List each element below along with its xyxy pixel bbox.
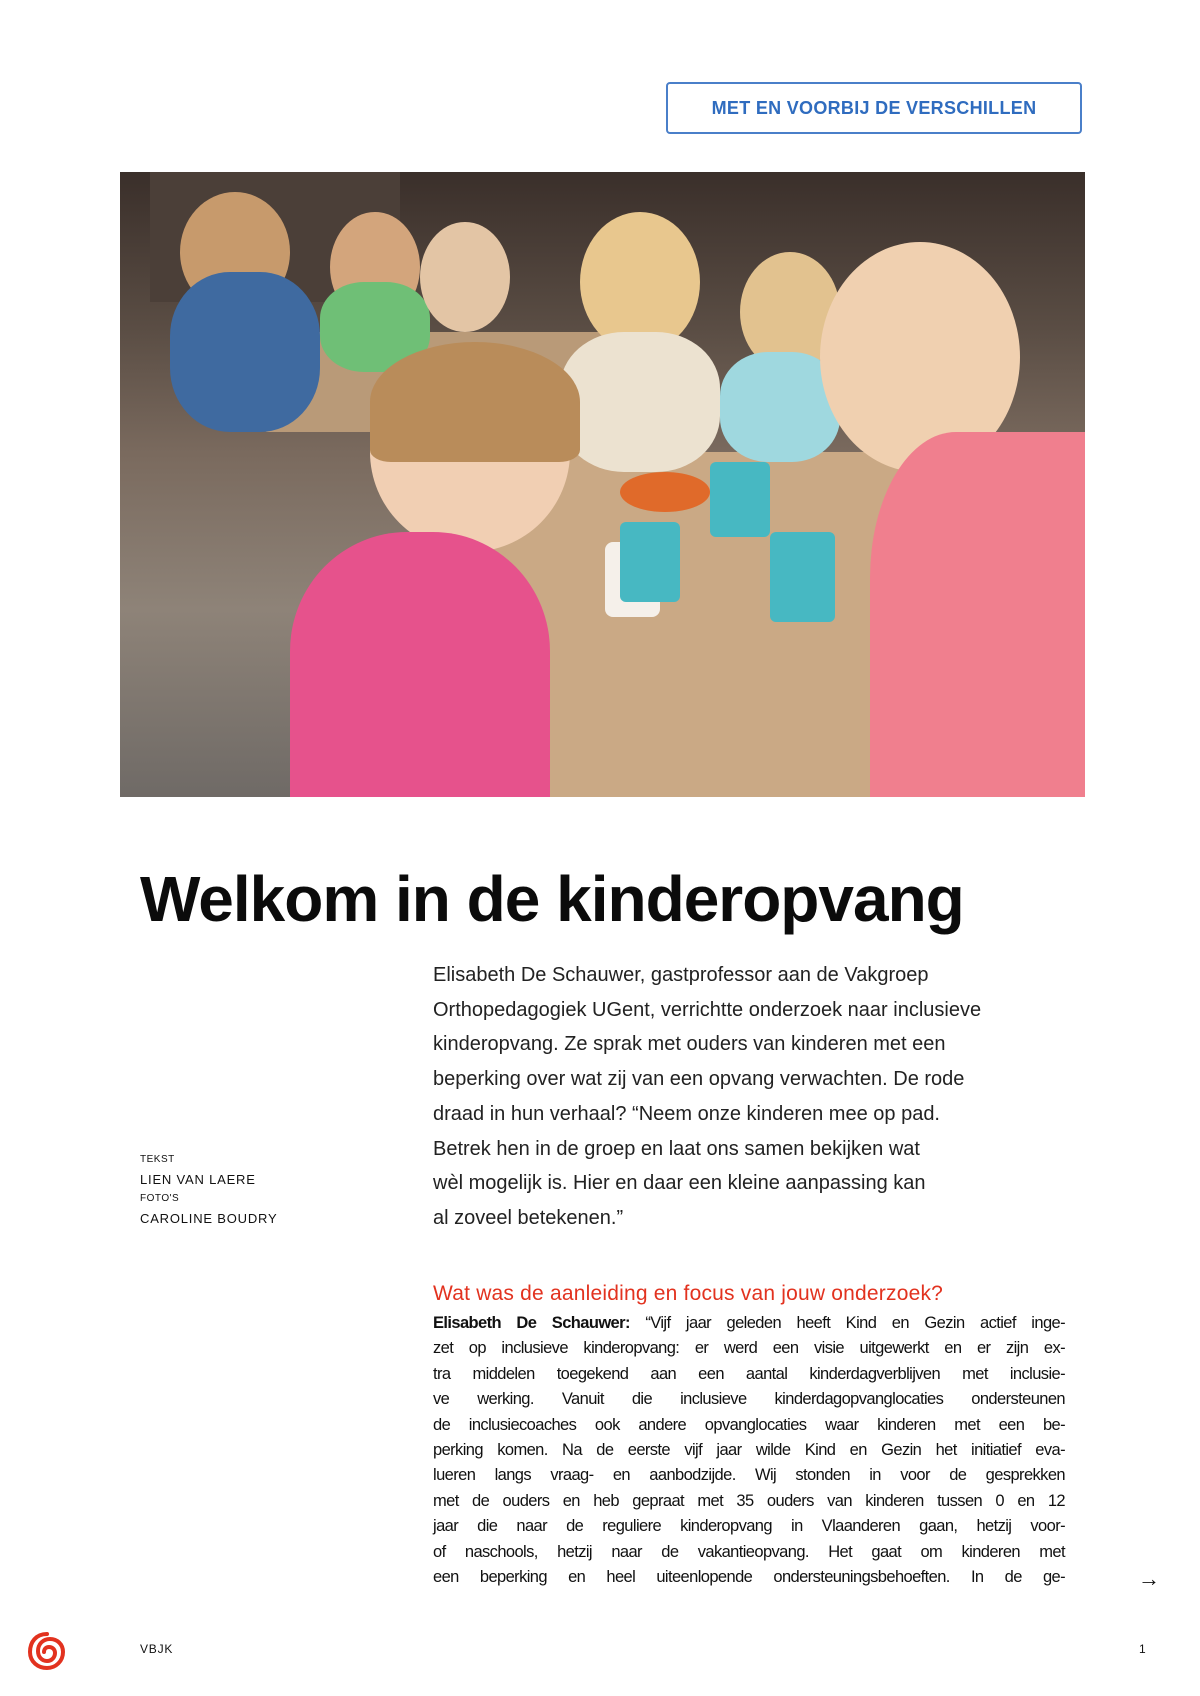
lead-line: draad in hun verhaal? “Neem onze kinderen mee op pad. xyxy=(433,1102,940,1125)
hero-photo xyxy=(120,172,1085,797)
page-number: 1 xyxy=(1139,1642,1146,1656)
answer-line: de inclusiecoaches ook andere opvanglocaties waar kinderen met een be- xyxy=(433,1415,1065,1434)
answer-line: met de ouders en heb gepraat met 35 ouders van kinderen tussen 0 en 12 xyxy=(433,1491,1065,1510)
lead-line: al zoveel betekenen.” xyxy=(433,1206,624,1229)
answer-line: of naschools, hetzij naar de vakantieopvang. Het gaat om kinderen met xyxy=(433,1542,1065,1561)
photo-credit-label: FOTO'S xyxy=(140,1193,180,1204)
answer-paragraph xyxy=(433,1311,1065,1590)
lead-paragraph xyxy=(433,958,1083,1236)
answer-line: tra middelen toegekend aan een aantal kinderdagverblijven met inclusie- xyxy=(433,1364,1065,1383)
text-credit-label: TEKST xyxy=(140,1154,175,1165)
credits xyxy=(140,1150,277,1228)
answer-line: zet op inclusieve kinderopvang: er werd een visie uitgewerkt en er zijn ex- xyxy=(433,1339,1065,1358)
lead-line: Elisabeth De Schauwer, gastprofessor aan de Vakgroep xyxy=(433,964,929,986)
lead-line: beperking over wat zij van een opvang verwachten. De rode xyxy=(433,1068,965,1091)
lead-line: Orthopedagogiek UGent, verrichtte onderzoek naar inclusieve xyxy=(433,998,982,1021)
next-page-arrow-icon[interactable]: → xyxy=(1138,1566,1160,1591)
answer-line: ve werking. Vanuit die inclusieve kinderdagopvanglocaties ondersteunen xyxy=(433,1390,1065,1409)
section-badge: MET EN VOORBIJ DE VERSCHILLEN xyxy=(666,82,1082,134)
answer-speaker: Elisabeth De Schauwer: xyxy=(433,1314,630,1332)
lead-line: wèl mogelijk is. Hier en daar een kleine aanpassing kan xyxy=(433,1172,926,1195)
question-heading: Wat was de aanleiding en focus van jouw onderzoek? xyxy=(433,1282,944,1305)
lead-line: Betrek hen in de groep en laat ons samen bekijken wat xyxy=(433,1137,920,1160)
text-credit-author: LIEN VAN LAERE xyxy=(140,1171,256,1187)
photo-credit-author: CAROLINE BOUDRY xyxy=(140,1210,278,1226)
answer-line xyxy=(433,1311,1065,1336)
footer-organization: VBJK xyxy=(140,1642,174,1656)
answer-line: perking komen. Na de eerste vijf jaar wilde Kind en Gezin het initiatief eva- xyxy=(433,1441,1065,1460)
answer-line: lueren langs vraag- en aanbodzijde. Wij stonden in voor de gesprekken xyxy=(433,1466,1065,1485)
answer-line: een beperking en heel uiteenlopende ondersteuningsbehoeften. In de ge- xyxy=(433,1568,1065,1587)
vbjk-logo-icon xyxy=(26,1630,68,1672)
answer-line-text: “Vijf jaar geleden heeft Kind en Gezin actief inge- xyxy=(645,1314,1065,1332)
answer-line: jaar die naar de reguliere kinderopvang in Vlaanderen gaan, hetzij voor- xyxy=(433,1517,1065,1536)
lead-line: kinderopvang. Ze sprak met ouders van kinderen met een xyxy=(433,1033,946,1056)
article-title: Welkom in de kinderopvang xyxy=(140,863,964,935)
